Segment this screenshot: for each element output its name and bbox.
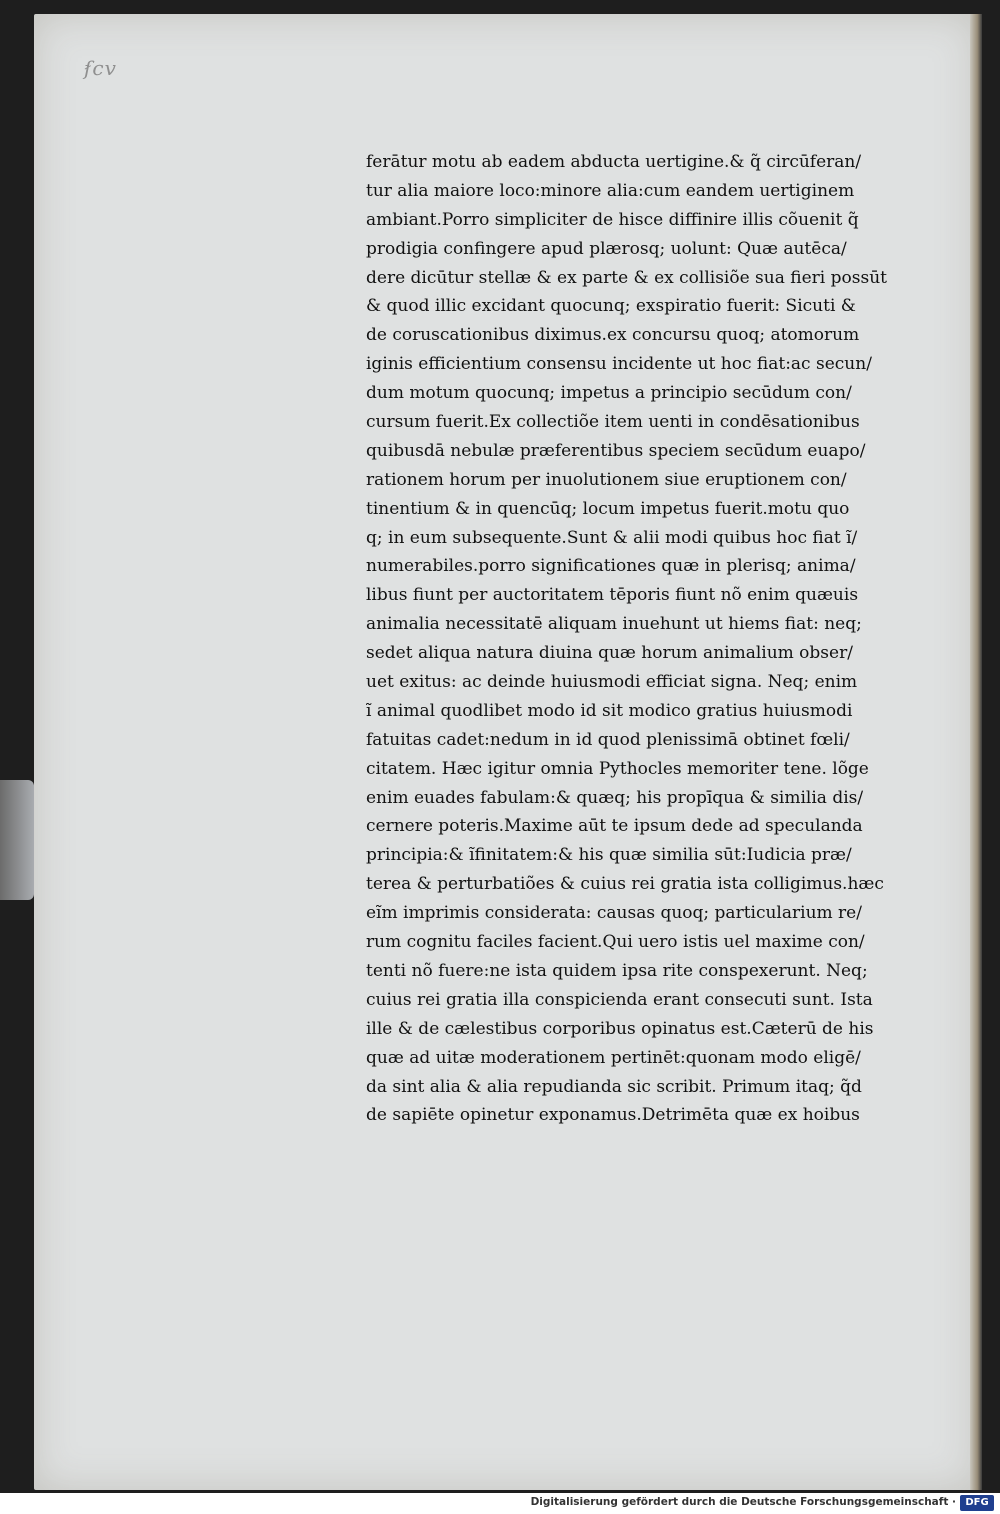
text-line: ferātur motu ab eadem abducta uertigine.& q̃ circūferan∕ — [366, 152, 862, 172]
main-text-block — [366, 148, 914, 1130]
text-line: terea & perturbatiões & cuius rei gratia ista colligimus.hæc — [366, 874, 884, 895]
text-line: citatem. Hæc igitur omnia Pythocles memoriter tene. lõge — [366, 758, 869, 779]
folio-mark: ẜcv — [84, 56, 117, 80]
text-line: iginis efficientium consensu incidente ut hoc fiat:ac secun∕ — [366, 354, 872, 375]
text-line: ille & de cælestibus corporibus opinatus est.Cæterū de his — [366, 1018, 874, 1039]
text-line: libus fiunt per auctoritatem tēporis fiunt nõ enim quæuis — [366, 585, 859, 606]
text-line: quæ ad uitæ moderationem pertinēt:quonam modo eligē∕ — [366, 1047, 861, 1068]
text-line: quibusdā nebulæ præferentibus speciem secūdum euapo∕ — [366, 440, 866, 461]
text-line: dum motum quocunq; impetus a principio secūdum con∕ — [366, 383, 852, 404]
text-line: de sapiēte opinetur exponamus.Detrimēta quæ ex hoibus — [366, 1105, 860, 1126]
text-line: fatuitas cadet:nedum in id quod plenissimā obtinet fœli∕ — [366, 729, 850, 750]
text-line: prodigia confingere apud plærosq; uolunt: Quæ autēca∕ — [366, 238, 847, 259]
footer-bar — [0, 1493, 1000, 1514]
text-line: principia:& ĩfinitatem:& his quæ similia sūt:Iudicia præ∕ — [366, 845, 852, 866]
text-line: tur alia maiore loco:minore alia:cum eandem uertiginem — [366, 180, 855, 201]
text-line: sedet aliqua natura diuina quæ horum animalium obser∕ — [366, 643, 853, 664]
text-line: animalia necessitatē aliquam inuehunt ut hiems fiat: neq; — [366, 614, 862, 635]
page-tab-marker — [0, 780, 34, 900]
text-line: eĩm imprimis considerata: causas quoq; particularium re∕ — [366, 903, 862, 924]
text-line: ĩ animal quodlibet modo id sit modico gratius huiusmodi — [366, 700, 853, 721]
text-line: enim euades fabulam:& quæq; his propīqua & similia dis∕ — [366, 787, 864, 808]
text-line: & quod illic excidant quocunq; exspiratio fuerit: Sicuti & — [366, 296, 856, 317]
text-line: dere dicūtur stellæ & ex parte & ex collisiõe sua fieri possūt — [366, 267, 887, 288]
text-line: rationem horum per inuolutionem siue eruptionem con∕ — [366, 469, 847, 490]
text-line: cernere poteris.Maxime aūt te ipsum dede ad speculanda — [366, 816, 863, 837]
text-line: rum cognitu faciles facient.Qui uero istis uel maxime con∕ — [366, 932, 865, 953]
text-line: uet exitus: ac deinde huiusmodi efficiat signa. Neq; enim — [366, 672, 858, 693]
text-line: q; in eum subsequente.Sunt & alii modi quibus hoc fiat ĩ∕ — [366, 527, 858, 548]
text-line: cuius rei gratia illa conspicienda erant consecuti sunt. Ista — [366, 989, 873, 1010]
text-line: ambiant.Porro simpliciter de hisce diffinire illis cõuenit q̃ — [366, 209, 859, 230]
footer-credit: Digitalisierung gefördert durch die Deutsche Forschungsgemeinschaft · — [530, 1496, 956, 1508]
text-line: cursum fuerit.Ex collectiõe item uenti in condēsationibus — [366, 412, 860, 433]
dfg-logo-icon: DFG — [960, 1495, 994, 1511]
text-line: tenti nõ fuere:ne ista quidem ipsa rite conspexerunt. Neq; — [366, 960, 868, 981]
text-line: da sint alia & alia repudianda sic scribit. Primum itaq; q̃d — [366, 1076, 862, 1097]
text-line: tinentium & in quencūq; locum impetus fuerit.motu quo — [366, 498, 850, 519]
text-line: de coruscationibus diximus.ex concursu quoq; atomorum — [366, 325, 860, 346]
page-edge — [970, 14, 982, 1490]
text-line: numerabiles.porro significationes quæ in plerisq; anima∕ — [366, 556, 856, 577]
